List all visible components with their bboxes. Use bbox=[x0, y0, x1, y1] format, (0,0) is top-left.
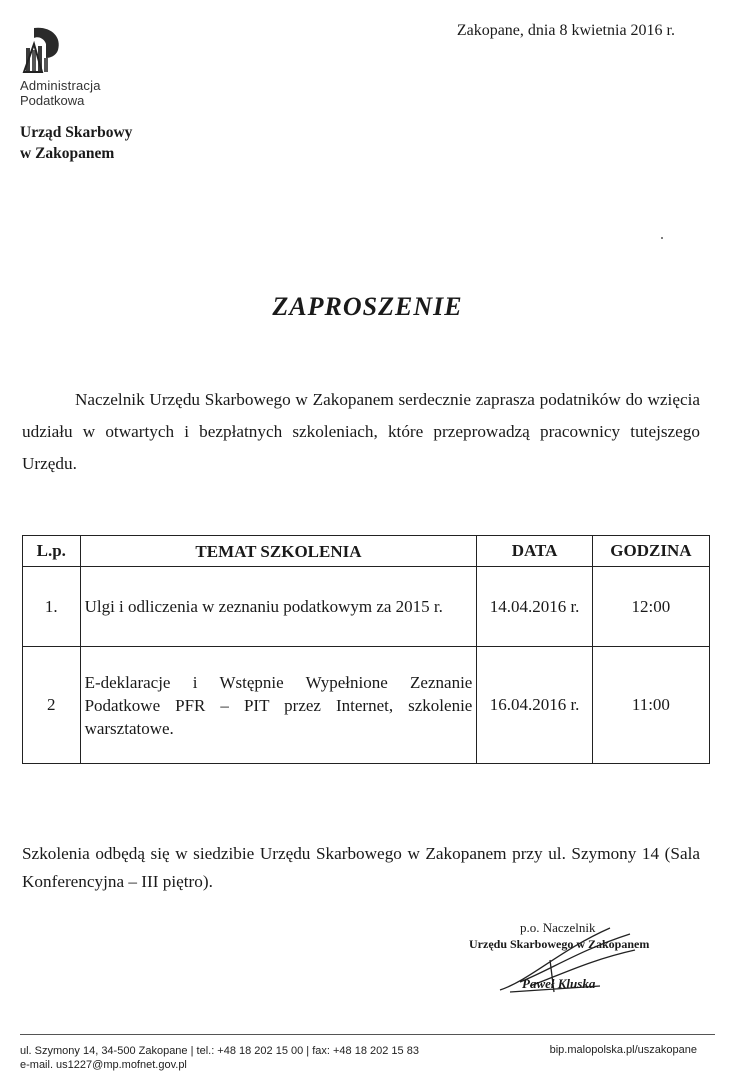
logo-text-line1: Administracja bbox=[20, 78, 101, 93]
footer-website-link[interactable]: bip.malopolska.pl/uszakopane bbox=[549, 1044, 697, 1056]
office-name-line2: w Zakopanem bbox=[20, 145, 115, 162]
footer-email[interactable]: e-mail. us1227@mp.mofnet.gov.pl bbox=[20, 1059, 187, 1071]
table-row bbox=[23, 567, 710, 647]
table-header-row bbox=[23, 536, 710, 567]
header-topic: TEMAT SZKOLENIA bbox=[80, 536, 477, 567]
logo-mark-icon bbox=[20, 24, 66, 76]
signatory-role-line2: Urzędu Skarbowego w Zakopanem bbox=[469, 937, 650, 951]
cell-date: 16.04.2016 r. bbox=[477, 647, 592, 764]
administracja-logo bbox=[20, 24, 130, 76]
cell-lp: 2 bbox=[23, 647, 81, 764]
header-hour: GODZINA bbox=[592, 536, 709, 567]
footer-divider bbox=[20, 1034, 715, 1035]
closing-paragraph: Szkolenia odbędą się w siedzibie Urzędu Skarbowego w Zakopanem przy ul. Szymony 14 (Sala Konferencyjna – III piętro). bbox=[22, 844, 700, 891]
logo-text-line2: Podatkowa bbox=[20, 93, 85, 108]
office-name bbox=[20, 122, 132, 164]
header-lp: L.p. bbox=[23, 536, 81, 567]
cell-hour: 11:00 bbox=[592, 647, 709, 764]
header-date: DATA bbox=[477, 536, 592, 567]
intro-paragraph: Naczelnik Urzędu Skarbowego w Zakopanem serdecznie zaprasza podatników do wzięcia udziału w otwartych i bezpłatnych szkoleniach, które przeprowadzą pracownicy tutejszego Urzędu. bbox=[22, 390, 700, 473]
cell-date: 14.04.2016 r. bbox=[477, 567, 592, 647]
document-title: ZAPROSZENIE bbox=[272, 292, 463, 321]
signatory-role-line1: p.o. Naczelnik bbox=[520, 920, 596, 935]
signatory-name: Paweł Kluska bbox=[522, 976, 596, 991]
cell-topic: E-deklaracje i Wstępnie Wypełnione Zeznanie Podatkowe PFR – PIT przez Internet, szkolenie warsztatowe. bbox=[80, 647, 477, 764]
scan-speck bbox=[661, 237, 663, 239]
training-table bbox=[22, 535, 710, 764]
table-row bbox=[23, 647, 710, 764]
cell-lp: 1. bbox=[23, 567, 81, 647]
footer-contact bbox=[20, 1044, 419, 1072]
cell-hour: 12:00 bbox=[592, 567, 709, 647]
place-date: Zakopane, dnia 8 kwietnia 2016 r. bbox=[456, 22, 675, 39]
footer-address: ul. Szymony 14, 34-500 Zakopane | tel.: +48 18 202 15 00 | fax: +48 18 202 15 83 bbox=[20, 1045, 419, 1057]
office-name-line1: Urząd Skarbowy bbox=[20, 124, 133, 141]
cell-topic: Ulgi i odliczenia w zeznaniu podatkowym za 2015 r. bbox=[80, 567, 477, 647]
